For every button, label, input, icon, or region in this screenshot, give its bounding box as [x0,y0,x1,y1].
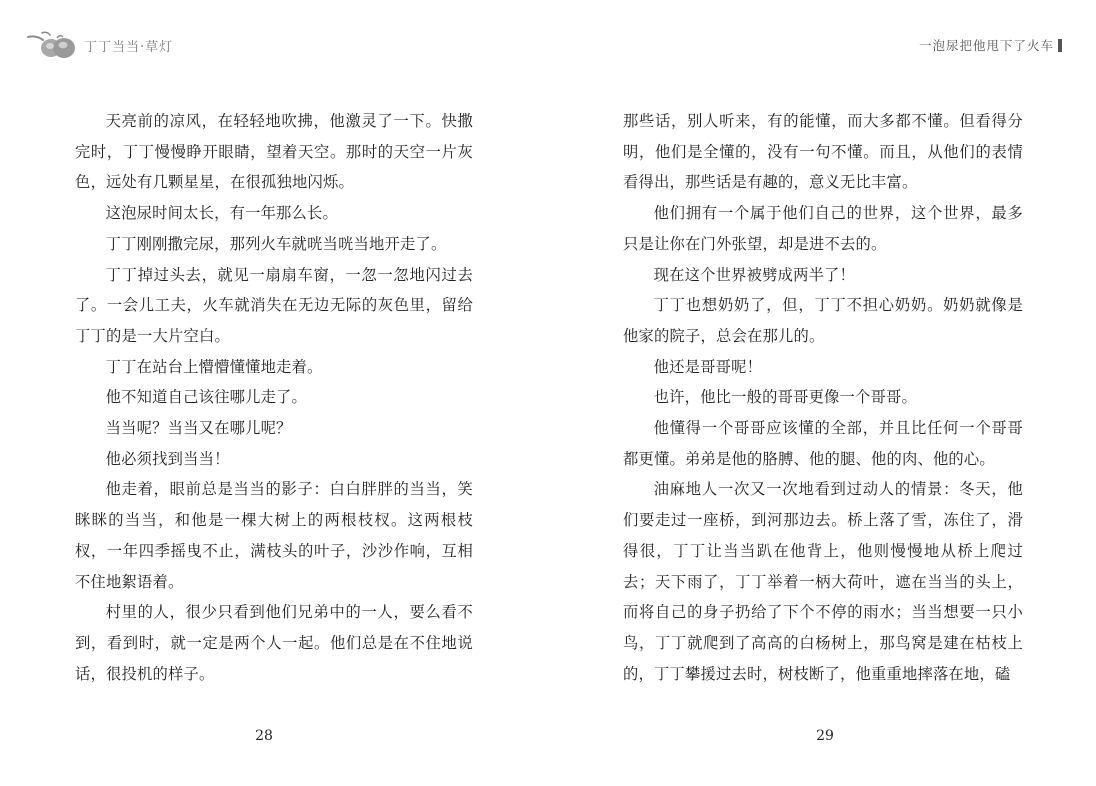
gourd-logo-icon [26,28,80,62]
paragraph: 也许，他比一般的哥哥更像一个哥哥。 [653,388,918,407]
page-number-left: 28 [255,728,273,744]
page-number-right: 29 [816,728,834,744]
paragraph: 丁丁也想奶奶了，但，丁丁不担心奶奶。奶奶就像是他家的院子，总会在那儿的。 [623,296,1023,345]
paragraph: 他走着，眼前总是当当的影子：白白胖胖的当当，笑眯眯的当当，和他是一棵大树上的两根枝杈。这两根枝杈，一年四季摇曳不止，满枝头的叶子，沙沙作响，互相不住地絮语着。 [75,480,473,591]
paragraph: 他懂得一个哥哥应该懂的全部，并且比任何一个哥哥都更懂。弟弟是他的胳膊、他的腿、他的肉、他的心。 [623,419,1023,468]
paragraph: 他必须找到当当！ [105,449,230,468]
paragraph: 天亮前的凉风，在轻轻地吹拂，他激灵了一下。快撒完时，丁丁慢慢睁开眼睛，望着天空。那时的天空一片灰色，远处有几颗星星，在很孤独地闪烁。 [75,112,473,192]
chapter-title: 一泡尿把他甩下了火车 [918,38,1054,53]
series-header [26,28,173,62]
paragraph: 他不知道自己该往哪儿走了。 [105,388,308,407]
chapter-header [919,36,1062,54]
paragraph: 那些话，别人听来，有的能懂，而大多都不懂。但看得分明，他们是全懂的，没有一句不懂。而且，从他们的表情看得出，那些话是有趣的，意义无比丰富。 [623,112,1023,192]
paragraph: 这泡尿时间太长，有一年那么长。 [105,204,339,223]
left-page-text [75,106,473,689]
paragraph: 油麻地人一次又一次地看到过动人的情景：冬天，他们要走过一座桥，到河那边去。桥上落了雪，冻住了，滑得很，丁丁让当当趴在他背上，他则慢慢地从桥上爬过去；天下雨了，丁丁举着一柄大荷叶，遮在当当的头上，而将自己的身子扔给了下个不停的雨水；当当想要一只小鸟，丁丁就爬到了高高的白杨树上，那鸟窝是建在枯枝上的，丁丁攀援过去时，树枝断了，他重重地摔落在地，磕 [623,480,1023,683]
series-title: 丁丁当当·草灯 [84,39,174,55]
paragraph: 丁丁刚刚撒完尿，那列火车就咣当咣当地开走了。 [105,234,447,253]
paragraph: 现在这个世界被劈成两半了！ [653,265,856,284]
paragraph: 他还是哥哥呢！ [653,357,763,376]
paragraph: 村里的人，很少只看到他们兄弟中的一人，要么看不到，看到时，就一定是两个人一起。他们总是在不住地说话，很投机的样子。 [75,603,473,683]
paragraph: 当当呢？当当又在哪儿呢？ [105,419,292,438]
paragraph: 丁丁掉过头去，就见一扇扇车窗，一忽一忽地闪过去了。一会儿工夫，火车就消失在无边无际的灰色里，留给丁丁的是一大片空白。 [75,265,473,345]
paragraph: 他们拥有一个属于他们自己的世界，这个世界，最多只是让你在门外张望，却是进不去的。 [623,204,1023,253]
vertical-bar-icon [1058,39,1062,52]
right-page-text [623,106,1023,689]
paragraph: 丁丁在站台上懵懵懂懂地走着。 [105,357,323,376]
right-page [548,0,1096,786]
